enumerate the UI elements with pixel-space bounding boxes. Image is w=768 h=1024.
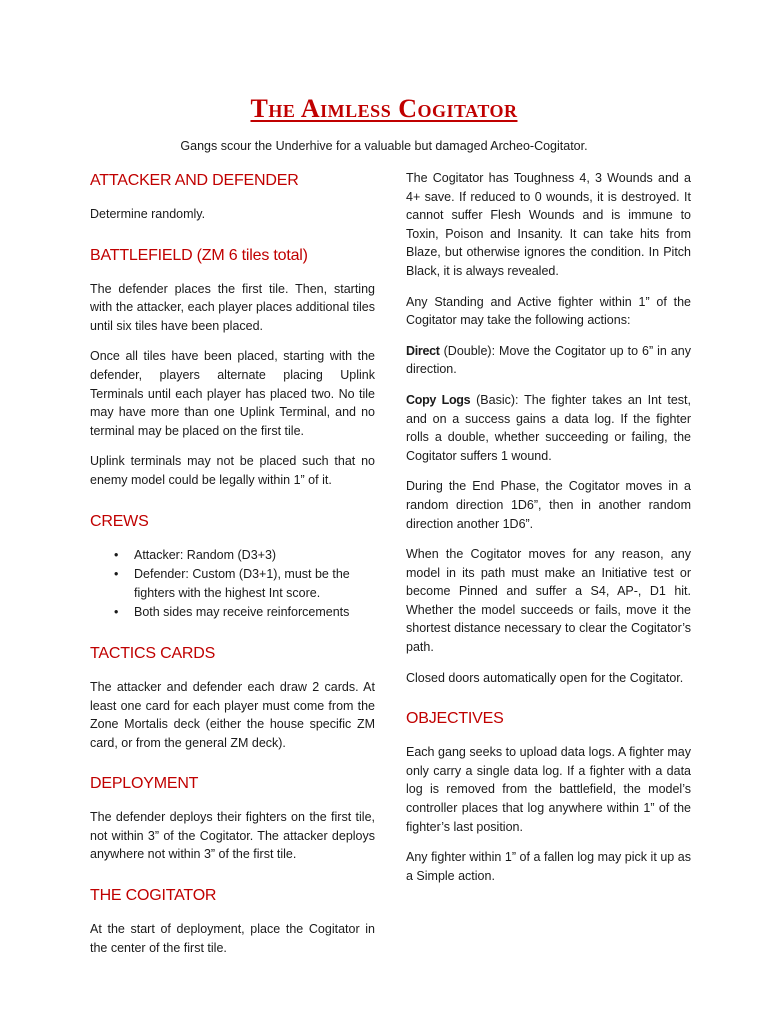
copy-logs-action-text: (Basic): The fighter takes an Int test, and on a success gains a data log. If the fighter rolls a double, whether succeeding or failing, the Cogitator suffers 1 wound. [406, 392, 692, 463]
actions-intro-paragraph: Any Standing and Active fighter within 1” of the Cogitator may take the following actions: [406, 294, 691, 328]
heading-tactics-cards: TACTICS CARDS [90, 644, 216, 662]
bullet-icon: • [114, 567, 119, 582]
page-subtitle: Gangs scour the Underhive for a valuable but damaged Archeo-Cogitator. [180, 139, 588, 153]
movement-paragraph: When the Cogitator moves for any reason, any model in its path must make an Initiative test or become Pinned and suffer a S4, AP-, D1 hit. Whether the model succeeds or fails, move it the shortest distance necessary to clear the Cogitator’s path. [406, 547, 691, 655]
page-title: The Aimless Cogitator [250, 94, 518, 123]
objectives-paragraph-2: Any fighter within 1” of a fallen log may pick it up as a Simple action. [406, 850, 691, 883]
bullet-icon: • [114, 547, 119, 562]
doors-paragraph: Closed doors automatically open for the Cogitator. [406, 670, 684, 685]
end-phase-paragraph: During the End Phase, the Cogitator moves in a random direction 1D6”, then in another random direction another 1D6”. [406, 479, 691, 531]
tactics-text: The attacker and defender each draw 2 cards. At least one card for each player must come from the Zone Mortalis deck (either the house specific ZM card, or from the general ZM deck). [90, 679, 375, 750]
list-item: • Defender: Custom (D3+1), must be the fighters with the highest Int score. [114, 567, 350, 600]
cogitator-text: At the start of deployment, place the Cogitator in the center of the first tile. [90, 922, 375, 955]
heading-crews: CREWS [90, 512, 149, 530]
direct-action [406, 342, 691, 379]
heading-objectives: OBJECTIVES [406, 710, 504, 728]
direct-action-name: Direct [406, 343, 440, 358]
heading-the-cogitator: THE COGITATOR [90, 887, 217, 905]
right-column [406, 169, 691, 897]
cogitator-stats-paragraph: The Cogitator has Toughness 4, 3 Wounds and a 4+ save. If reduced to 0 wounds, it is destroyed. It cannot suffer Flesh Wounds and is immune to Toxin, Poison and Insanity. It can take hits from Blaze, but otherwise ignores the condition. In Pitch Black, it is always revealed. [406, 171, 691, 278]
crews-list [90, 546, 375, 622]
objectives-paragraph-1: Each gang seeks to upload data logs. A fighter may only carry a single data log. If a fighter with a data log is removed from the battlefield, the model’s controller places that log anywhere within 1” of the fighter’s last position. [406, 745, 691, 834]
heading-deployment: DEPLOYMENT [90, 775, 199, 793]
battlefield-paragraph-3: Uplink terminals may not be placed such that no enemy model could be legally within 1” of it. [90, 454, 375, 487]
list-item: • Attacker: Random (D3+3) [134, 546, 375, 565]
copy-logs-action [406, 391, 691, 465]
deployment-text: The defender deploys their fighters on the first tile, not within 3” of the Cogitator. The attacker deploys anywhere not within 3” of the first tile. [90, 810, 375, 862]
copy-logs-action-name: Copy Logs [406, 392, 471, 407]
bullet-icon: • [114, 605, 119, 620]
battlefield-paragraph-2: Once all tiles have been placed, starting with the defender, players alternate placing Uplink Terminals until each player has placed two. No tile may have more than one Uplink Terminal, and no terminal may be placed on the first tile. [90, 349, 375, 438]
battlefield-paragraph-1: The defender places the first tile. Then, starting with the attacker, each player places additional tiles until six tiles have been placed. [90, 281, 375, 333]
heading-attacker-defender: ATTACKER AND DEFENDER [90, 172, 299, 189]
heading-battlefield: BATTLEFIELD (ZM 6 tiles total) [90, 246, 308, 264]
direct-action-text: (Double): Move the Cogitator up to 6” in any direction. [406, 343, 691, 377]
list-item: • Both sides may receive reinforcements [134, 603, 375, 622]
left-column [90, 170, 375, 969]
attacker-defender-text: Determine randomly. [90, 207, 206, 221]
